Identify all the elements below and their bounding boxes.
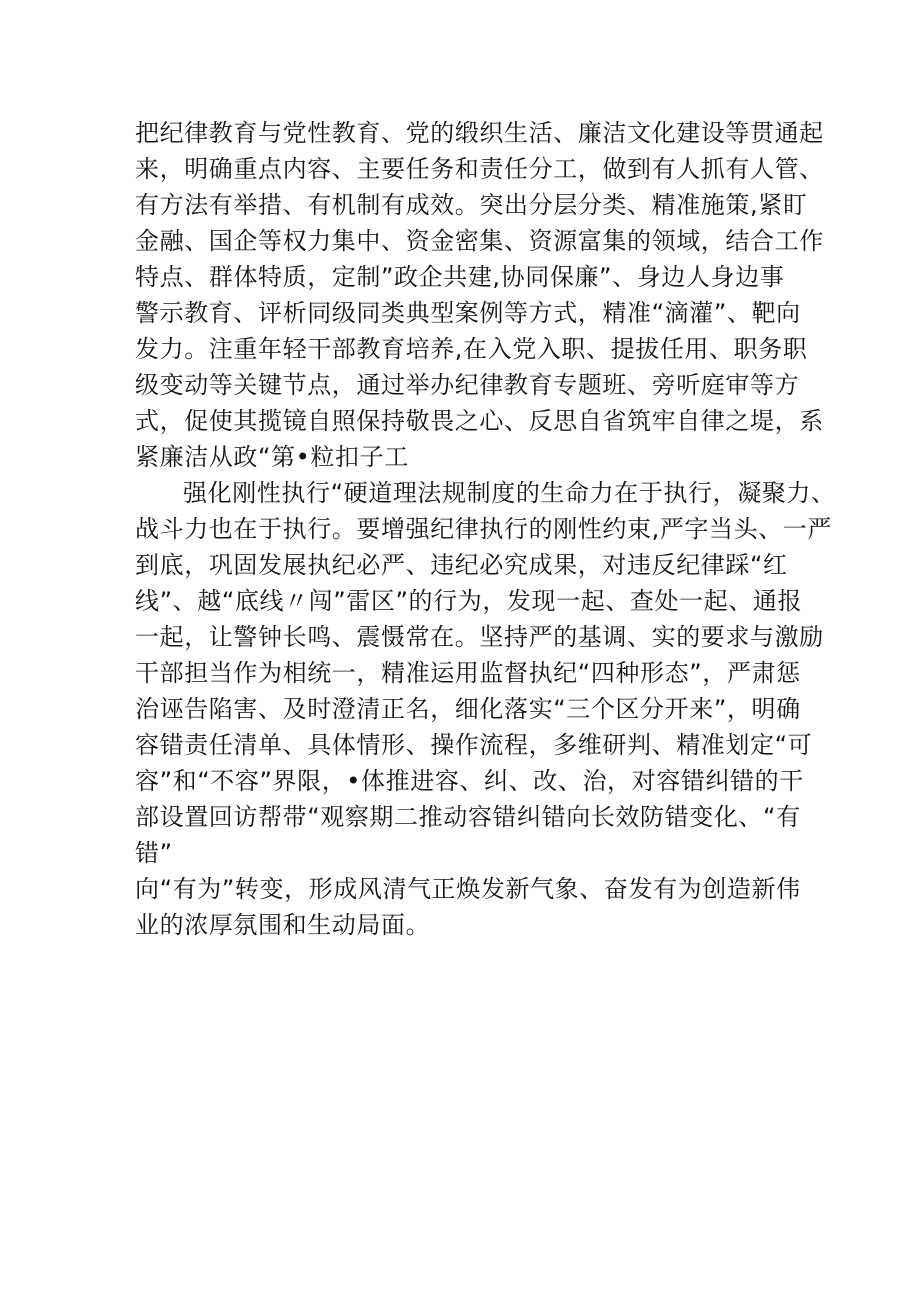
text-line-7: 发力。注重年轻干部教育培养,在入党入职、提拔任用、职务职 (135, 335, 808, 363)
text-line-4: 金融、国企等权力集中、资金密集、资源富集的领域，结合工作 (135, 227, 824, 255)
text-line-5: 特点、群体特质，定制”政企共建,协同保廉”、身边人身边事 (135, 263, 785, 291)
text-line-12: 战斗力也在于执行。要增强纪律执行的刚性约束,严字当头、一严 (135, 515, 833, 543)
text-line-15: 一起，让警钟长鸣、震慑常在。坚持严的基调、实的要求与激励 (135, 623, 824, 651)
text-line-20: 部设置回访帮带“观察期二推动容错纠错向长效防错变化、“有 (135, 803, 801, 831)
text-line-23: 业的浓厚氛围和生动局面。 (135, 911, 431, 939)
text-line-16: 干部担当作为相统一，精准运用监督执纪“四种形态”，严肃惩 (135, 659, 801, 687)
text-line-14: 线”、越“底线〃闯”雷区”的行为，发现一起、查处一起、通报 (135, 587, 803, 615)
text-line-6: 警示教育、评析同级同类典型案例等方式，精准“滴灌”、靶向 (135, 299, 801, 327)
text-line-10: 紧廉洁从政“第•粒扣子工 (135, 443, 409, 471)
text-line-18: 容错责任清单、具体情形、操作流程，多维研判、精准划定“可 (135, 731, 813, 759)
text-line-17: 治诬告陷害、及时澄清正名，细化落实“三个区分开来”，明确 (135, 695, 801, 723)
text-line-8: 级变动等关键节点，通过举办纪律教育专题班、旁听庭审等方 (135, 371, 800, 399)
text-line-2: 来，明确重点内容、主要任务和责任分工，做到有人抓有人管、 (135, 155, 824, 183)
text-line-21: 错” (135, 839, 173, 867)
text-line-13: 到底，巩固发展执纪必严、违纪必究成果，对违反纪律踩“红 (135, 551, 788, 579)
text-line-22: 向“有为”转变，形成风清气正焕发新气象、奋发有为创造新伟 (135, 875, 801, 903)
text-line-1: 把纪律教育与党性教育、党的缎织生活、廉洁文化建设等贯通起 (135, 119, 824, 147)
text-line-9: 式，促使其揽镜自照保持敬畏之心、反思自省筑牢自律之堤，系 (135, 407, 824, 435)
text-line-11: 强化刚性执行“硬道理法规制度的生命力在于执行，凝聚力、 (183, 479, 836, 507)
text-line-3: 有方法有举措、有机制有成效。突出分层分类、精准施策,紧盯 (135, 191, 808, 219)
text-line-19: 容”和“不容”界限，•体推进容、纠、改、治，对容错纠错的干 (135, 767, 804, 795)
